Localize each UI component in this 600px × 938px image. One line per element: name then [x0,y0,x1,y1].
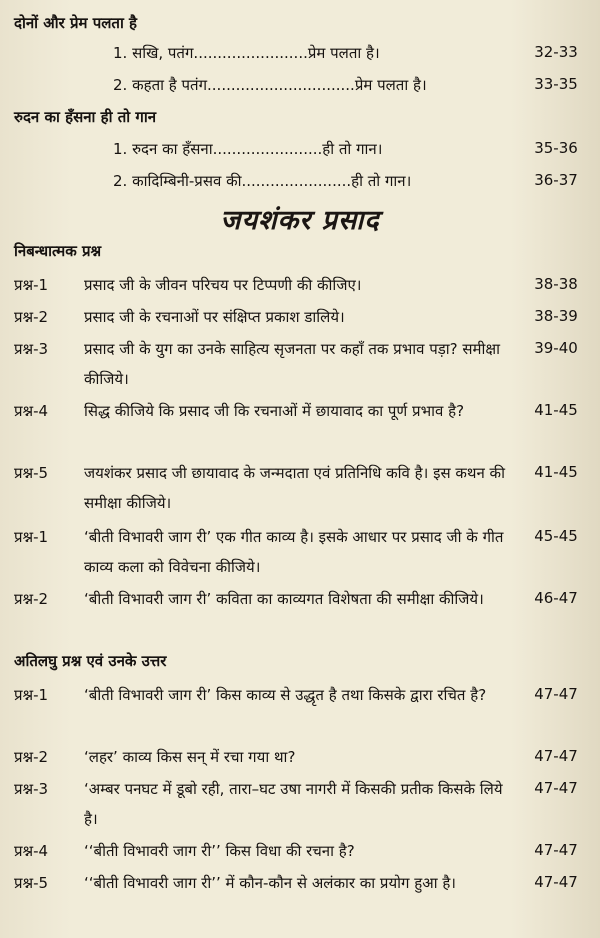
section-title: दोनों और प्रेम पलता है [14,14,138,32]
entry-text: 1. सखि, पतंग........................प्रेम पलता है। [113,44,380,62]
question-text: ‘‘बीती विभावरी जाग री’’ किस विधा की रचना है? [84,842,355,860]
entry-text: 2. कादिम्बिनी-प्रसव की.......................ही तो गान। [113,172,412,190]
question-label: प्रश्न-2 [14,748,49,766]
question-label: प्रश्न-1 [14,276,49,294]
question-pages: 41-45 [534,463,578,481]
question-label: प्रश्न-5 [14,874,49,892]
author-heading: जयशंकर प्रसाद [220,205,380,236]
question-text: प्रसाद जी के युग का उनके साहित्य सृजनता पर कहाँ तक प्रभाव पड़ा? समीक्षा कीजिये। [84,340,501,388]
question-label: प्रश्न-2 [14,590,49,608]
question-label: प्रश्न-4 [14,842,49,860]
entry-pages: 35-36 [534,139,578,157]
question-pages: 47-47 [534,873,578,891]
question-pages: 41-45 [534,401,578,419]
question-text: ‘‘बीती विभावरी जाग री’’ में कौन-कौन से अलंकार का प्रयोग हुआ है। [84,874,456,892]
question-text: ‘अम्बर पनघट में डूबो रही, तारा–घट उषा नागरी में किसकी प्रतीक किसके लिये है। [84,780,503,828]
entry-text: 1. रुदन का हँसना.......................ही तो गान। [113,140,383,158]
question-pages: 45-45 [534,527,578,545]
question-text: ‘बीती विभावरी जाग री’ कविता का काव्यगत विशेषता की समीक्षा कीजिये। [84,590,484,608]
section-title: अतिलघु प्रश्न एवं उनके उत्तर [14,652,167,670]
question-pages: 38-39 [534,307,578,325]
section-title: निबन्धात्मक प्रश्न [14,242,102,260]
entry-pages: 36-37 [534,171,578,189]
entry-pages: 32-33 [534,43,578,61]
question-text: ‘बीती विभावरी जाग री’ किस काव्य से उद्धृत है तथा किसके द्वारा रचित है? [84,686,487,704]
question-label: प्रश्न-1 [14,686,49,704]
question-pages: 47-47 [534,747,578,765]
question-pages: 47-47 [534,841,578,859]
question-text: सिद्ध कीजिये कि प्रसाद जी कि रचनाओं में छायावाद का पूर्ण प्रभाव है? [84,402,465,420]
section-title: रुदन का हँसना ही तो गान [14,108,157,126]
question-text: जयशंकर प्रसाद जी छायावाद के जन्मदाता एवं प्रतिनिधि कवि है। इस कथन की समीक्षा कीजिये। [84,464,505,512]
question-label: प्रश्न-3 [14,340,49,358]
question-label: प्रश्न-5 [14,464,49,482]
question-label: प्रश्न-3 [14,780,49,798]
question-text: ‘बीती विभावरी जाग री’ एक गीत काव्य है। इसके आधार पर प्रसाद जी के गीत काव्य कला को विवेचना कीजिये। [84,528,504,576]
question-label: प्रश्न-2 [14,308,49,326]
question-label: प्रश्न-4 [14,402,49,420]
question-pages: 46-47 [534,589,578,607]
question-pages: 39-40 [534,339,578,357]
entry-pages: 33-35 [534,75,578,93]
question-text: ‘लहर’ काव्य किस सन् में रचा गया था? [84,748,296,766]
entry-text: 2. कहता है पतंग...............................प्रेम पलता है। [113,76,427,94]
question-pages: 38-38 [534,275,578,293]
question-pages: 47-47 [534,685,578,703]
question-label: प्रश्न-1 [14,528,49,546]
question-text: प्रसाद जी के जीवन परिचय पर टिप्पणी की कीजिए। [84,276,362,294]
question-text: प्रसाद जी के रचनाओं पर संक्षिप्त प्रकाश डालिये। [84,308,345,326]
question-pages: 47-47 [534,779,578,797]
